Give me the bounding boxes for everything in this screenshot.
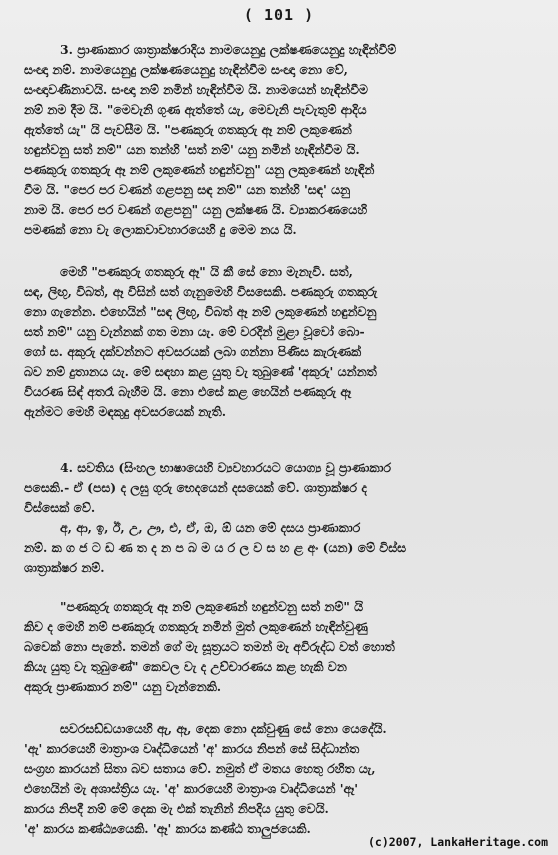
text-line: හඳුන්වනු සත් නම්" යන තන්හි 'සත් නම්' යනු නමින් හැඳින්වීම යි. bbox=[24, 142, 360, 157]
copyright-credit: (c)2007, LankaHeritage.com bbox=[367, 835, 548, 849]
text-line: පමණක් නො වැ ලොකවාවහාරයෙහි දු මෙම නය යි. bbox=[24, 222, 297, 237]
text-line: සවරසඩ්ඩයායෙහි ඇ, ඈ, දෙක නො දක්වුණු සේ නො යෙදේයි. bbox=[60, 721, 387, 736]
text-line: ඇන්මට මෙහි මඳකුදු අවසරයෙක් නැති. bbox=[24, 404, 227, 419]
text-line: සඳ, ලිඟු, විබත්, ඈ විසින් සත් ගැනුමෙහි විසසෙකි. පණකුරු ගතකුරු bbox=[24, 284, 378, 299]
text-line: "පණකුරු ගතකුරු ඈ නම් ලකුණෙන් හඳුන්වනු සත් නම්" යි bbox=[60, 599, 364, 614]
text-line: බවෙක් නො පැනේ. තමන් ගේ මැ සූත්‍රයට තමන් මැ අවිරුද්ධ වත් හොත් bbox=[24, 639, 395, 654]
text-line: කිව ද මෙහි නම් පණකුරු ගතකුරු නමින් මුත් ලකුණෙන් හැඳින්වුණු bbox=[24, 619, 368, 634]
text-line: සත් නම්" යනු වැන්නක් ගත මනා යැ. මේ වරදින් මුළා වූවෝ බො- bbox=[24, 324, 365, 339]
text-line: නම් නම දීම යි. "මෙවැනි ගුණ ඇත්තේ යැ, මෙවැනි පැවැතුම් ආදිය bbox=[24, 102, 367, 117]
text-line: වියරණ සිඳ් අතරෑ බැහීම යි. නො එසේ කළ හෙයින් පණකුරු ඈ bbox=[24, 384, 352, 399]
text-line: සංඥාවණීනාවයි. සංඥා නම් නමින් හැඳින්වීම යි. නාමයෙන් හැඳින්වීම bbox=[24, 82, 368, 97]
text-line: 'අ' කාරය කණ්ඨ්‍යයෙකි. 'ඈ' කාරය කණ්ඨ තාලුජයෙකි. bbox=[24, 821, 311, 836]
text-line: පණකුරු ගතකුරු ඈ නම් ලකුණෙන් හඳුන්වනු" යනු ලකුණෙන් හැඳින් bbox=[24, 162, 375, 177]
text-line: 'ඇ' කාරයෙහි මාත්‍රාංශ වෘද්ධියෙන් 'අ' කාරය නිපන් සේ සිද්ධාන්ත bbox=[24, 741, 360, 756]
text-line: බව නම් දුතානය යැ. මේ සඳහා කළ යුතු වැ තුබුණේ 'අකුරු' යන්නත් bbox=[24, 364, 377, 379]
text-line: අ, ආ, ඉ, ඊ, උ, ඌ, එ, ඒ, ඔ, ඕ යන මේ දසය ප්‍රාණාකාර bbox=[60, 520, 361, 535]
text-line: 3. ප්‍රාණාකාර ශාත්‍රාක්ෂරාදිය නාමයෙනුදු ලක්ෂණයෙනුදු හැඳින්වීම් bbox=[60, 42, 397, 57]
text-line: සංග්‍රහ කාරයන් සිතා බව සතාය වේ. නමුත් ඒ මතය හෙතු රහිත යැ, bbox=[24, 761, 376, 776]
page-number: ( 101 ) bbox=[243, 6, 315, 24]
paragraph-letter-list bbox=[24, 518, 534, 578]
paragraph-commentary bbox=[24, 262, 534, 422]
text-line: නාම යි. පෙර පර වණන් ගළපනු" යනු ලක්ෂණ යි. ව්‍යාකරණයෙහි bbox=[24, 202, 368, 217]
text-line: වීම යි. "පෙර පර වණන් ගළපනු සඳ නම්" යන තන්හි 'සඳ' යනු bbox=[24, 182, 351, 197]
text-line: විස්සෙක් වේ. bbox=[24, 500, 96, 515]
text-line: එහෙයින් මැ අශාස්ත්‍රිය යැ. 'අ' කාරයෙහි මාත්‍රාංශ වෘද්ධියෙන් 'ඈ' bbox=[24, 781, 359, 796]
text-line: 4. සවතිය (සිංහල භාෂායෙහි ව්‍යවහාරයට යොග්‍ය වූ ප්‍රාණාකාර bbox=[60, 460, 391, 475]
paragraph-3-samjna bbox=[24, 40, 534, 240]
text-line: කියැ යුතු වැ තුබුණේ" කෙවල වැ ද උච්චාරණය කළ හැකි වන bbox=[24, 659, 347, 674]
text-line: කාරය නිපදී නම් මේ දෙක මැ එක් තැනින් නිපදිය යුතු වෙයි. bbox=[24, 801, 329, 816]
paragraph-quotation bbox=[24, 597, 534, 697]
text-line: ගෝ ස. අකුරු දක්වන්නට අවසරයක් ලබා ගන්නා පිණිස කැරුණක් bbox=[24, 344, 362, 359]
text-line: ඇත්තේ යැ" යි පැවසීම යි. "පණකුරු ගතකුරු ඈ නම් ලකුණෙන් bbox=[24, 122, 352, 137]
paragraph-4-rule bbox=[24, 458, 534, 518]
text-line: මෙහි "පණකුරු ගතකුරු ඈ" යි කී සේ නො මැනැවි. සත්, bbox=[60, 264, 353, 279]
text-line: පසෙකි.- ඒ (පස) ද ලඝු ගුරු භෙදයෙන් දසයෙක් වේ. ශාත්‍රාක්ෂර ද bbox=[24, 480, 367, 495]
text-line: සංඥා නම්. නාමයෙනුදු ලක්ෂණයෙනුදු හැඳින්වීම සංඥා නො වේ, bbox=[24, 62, 348, 77]
text-line: නො ගැනේන. එහෙයින් "සඳ ලිඟු, විබත් ඈ නම් ලකුණෙන් හඳුන්වනු bbox=[24, 304, 377, 319]
paragraph-final bbox=[24, 719, 534, 839]
text-line: නම්. ක ග ජ ට ඩ ණ ත ද න ප බ ම ය ර ල ව ස හ ළ අං (යන) මේ විස්ස bbox=[24, 540, 407, 555]
text-line: අකුරු ප්‍රාණාකාර නම්" යනු වැන්නෙකි. bbox=[24, 679, 222, 694]
text-line: ශාත්‍රාක්ෂර නම්. bbox=[24, 560, 105, 575]
